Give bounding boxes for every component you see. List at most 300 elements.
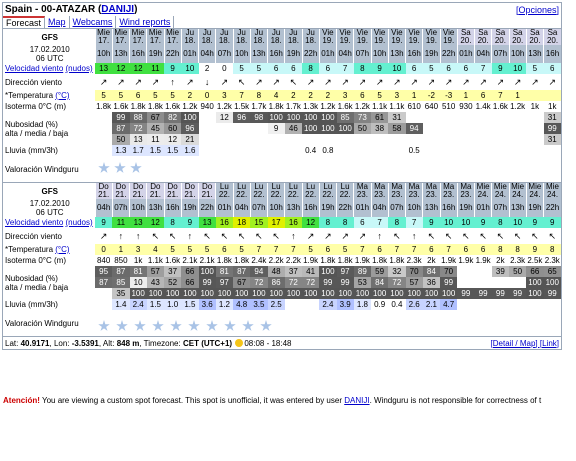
wind-direction-arrow-icon: ↗ xyxy=(548,76,557,87)
cloud-high-cell: 85 xyxy=(337,112,354,123)
cloud-mid-cell xyxy=(475,277,492,288)
cloud-high-cell: 81 xyxy=(130,266,147,277)
temp-cell: 7 xyxy=(233,90,250,101)
wind-direction-arrow-icon: ↖ xyxy=(272,230,280,241)
cloud-mid-cell: 87 xyxy=(112,123,129,134)
day-cell: Ju 18. xyxy=(302,29,319,45)
cloud-label: Nubosidad (%) alta / media / baja xyxy=(3,266,95,299)
cloud-mid-cell: 96 xyxy=(181,123,198,134)
cloud-high-cell: 59 xyxy=(371,266,388,277)
rain-cell xyxy=(492,145,509,156)
day-cell: Lu 22. xyxy=(216,183,233,199)
cloud-mid-cell: 99 xyxy=(319,277,336,288)
iso-cell: 2.3k xyxy=(510,256,526,265)
cloud-mid-cell xyxy=(250,123,267,134)
cloud-low-cell: 99 xyxy=(544,288,562,299)
iso-cell: 1.8k xyxy=(320,256,336,265)
day-cell: Ju 18. xyxy=(233,29,250,45)
wind-cell: 11 xyxy=(112,217,129,228)
hour-cell: 22h xyxy=(302,45,319,63)
iso-cell: 1.8k xyxy=(389,256,405,265)
cloud-mid-cell: 72 xyxy=(388,277,405,288)
iso-cell: 2.3k xyxy=(406,256,422,265)
rain-cell xyxy=(354,145,371,156)
iso-cell: 1.1k xyxy=(147,256,163,265)
day-cell: Vie 19. xyxy=(371,29,388,45)
rain-cell xyxy=(233,145,250,156)
cloud-mid-cell: 46 xyxy=(285,123,302,134)
cloud-high-cell: 87 xyxy=(112,266,129,277)
wind-direction-arrow-icon: ↖ xyxy=(220,230,229,241)
rain-cell xyxy=(492,299,509,310)
iso-cell: 1.8k xyxy=(268,102,284,111)
cloud-high-cell: 100 xyxy=(303,113,318,122)
wind-speed-link[interactable]: Velocidad viento xyxy=(5,218,64,227)
hour-cell: 16h xyxy=(130,45,147,63)
hour-cell: 19h xyxy=(181,199,198,217)
cloud-mid-cell xyxy=(199,123,216,134)
rain-cell: 1.4 xyxy=(112,299,129,310)
wind-cell: 10 xyxy=(457,217,474,228)
cloud-low-cell: 35 xyxy=(112,288,129,299)
temp-cell: 5 xyxy=(164,244,181,255)
wind-direction-arrow-icon: ↗ xyxy=(496,76,505,87)
iso-cell: 1.2k xyxy=(182,102,198,111)
star-icon xyxy=(170,320,182,332)
wind-direction-arrow-icon: ↗ xyxy=(427,76,436,87)
iso-cell: 1.7k xyxy=(251,102,267,111)
iso-cell: 1.8k xyxy=(130,102,146,111)
iso-cell: 850 xyxy=(114,256,128,265)
day-cell: Ju 18. xyxy=(199,29,216,45)
wind-cell: 18 xyxy=(233,217,250,228)
day-cell: Sa 20. xyxy=(526,29,543,45)
run-label: 17.02.2010 06 UTC xyxy=(3,45,95,63)
rain-cell: 3.5 xyxy=(250,299,267,310)
temp-cell: 5 xyxy=(337,244,354,255)
cloud-mid-cell xyxy=(457,123,474,134)
wind-cell: 17 xyxy=(268,217,285,228)
temp-cell: 2 xyxy=(285,90,302,101)
wind-direction-arrow-icon: ↗ xyxy=(324,76,332,87)
wind-direction-arrow-icon: ↗ xyxy=(462,76,470,87)
cloud-low-cell xyxy=(457,134,474,145)
rain-cell xyxy=(337,145,354,156)
iso-cell: 1.8k xyxy=(234,256,250,265)
cloud-low-cell xyxy=(95,288,112,299)
wind-cell: 7 xyxy=(406,217,423,228)
rain-cell: 1.7 xyxy=(130,145,147,156)
hour-cell: 16h xyxy=(268,45,285,63)
cloud-low-cell xyxy=(492,134,509,145)
day-cell: Do 21. xyxy=(130,183,147,199)
rain-cell xyxy=(388,145,405,156)
rain-cell: 2.6 xyxy=(406,299,423,310)
cloud-low-cell xyxy=(406,134,423,145)
wind-speed-link[interactable]: Velocidad viento xyxy=(5,64,64,73)
hour-cell: 10h xyxy=(371,45,388,63)
hour-cell: 22h xyxy=(164,45,181,63)
iso-cell: 1.6k xyxy=(165,256,181,265)
cloud-mid-cell: 100 xyxy=(303,124,318,133)
wind-cell: 7 xyxy=(337,63,354,74)
day-cell: Do 21. xyxy=(181,183,198,199)
iso-cell: 1.8k xyxy=(96,102,112,111)
day-cell: Vie 19. xyxy=(354,29,371,45)
cloud-mid-cell: 53 xyxy=(354,277,371,288)
cloud-low-cell: 99 xyxy=(509,288,526,299)
wind-direction-arrow-icon: ↖ xyxy=(479,230,487,241)
temp-cell: 7 xyxy=(354,244,371,255)
cloud-low-cell: 100 xyxy=(148,289,163,298)
wind-cell: 6 xyxy=(440,63,457,74)
rain-cell: 2.4 xyxy=(319,299,336,310)
iso-cell: 1.8k xyxy=(372,256,388,265)
hour-cell: 01h xyxy=(216,199,233,217)
rain-cell: 1.8 xyxy=(354,299,371,310)
hour-cell: 01h xyxy=(475,199,492,217)
dir-label: Dirección viento xyxy=(3,228,95,244)
temp-cell: 9 xyxy=(526,244,543,255)
wind-cell: 9 xyxy=(164,63,181,74)
wind-direction-arrow-icon: ↖ xyxy=(444,230,453,241)
cloud-low-cell: 100 xyxy=(252,289,266,298)
star-icon xyxy=(224,320,236,332)
temp-cell: 5 xyxy=(199,244,216,255)
cloud-low-cell: 50 xyxy=(112,134,129,145)
star-icon xyxy=(134,320,146,332)
day-cell: Do 21. xyxy=(95,183,112,199)
wind-cell: 12 xyxy=(130,63,147,74)
day-cell: Ju 18. xyxy=(250,29,267,45)
tab-wind-reports[interactable]: Wind reports xyxy=(116,16,174,28)
star-icon xyxy=(188,320,200,332)
iso-cell: 1.9k xyxy=(458,256,474,265)
cloud-high-cell: 100 xyxy=(269,113,283,122)
day-cell: Ju 18. xyxy=(181,29,198,45)
wind-direction-arrow-icon: ↗ xyxy=(341,76,349,87)
temp-cell: 1 xyxy=(406,90,423,101)
cloud-low-cell: 100 xyxy=(269,289,283,298)
day-cell: Mie 24. xyxy=(526,183,543,199)
cloud-high-cell xyxy=(95,112,112,123)
iso-cell: 2k xyxy=(427,256,436,265)
wind-cell: 2 xyxy=(199,63,216,74)
wind-direction-arrow-icon: ↗ xyxy=(324,230,332,241)
hour-cell: 04h xyxy=(199,45,216,63)
temp-cell: 5 xyxy=(302,244,319,255)
rain-cell xyxy=(457,299,474,310)
day-cell: Lu 22. xyxy=(268,183,285,199)
cloud-low-cell: 100 xyxy=(131,289,145,298)
cloud-mid-cell: 100 xyxy=(528,278,542,287)
day-cell: Ju 18. xyxy=(285,29,302,45)
cloud-low-cell xyxy=(526,134,543,145)
iso-cell: 1.6k xyxy=(113,102,129,111)
cloud-high-cell xyxy=(406,112,423,123)
cloud-mid-cell xyxy=(423,123,440,134)
temp-cell: 5 xyxy=(371,90,388,101)
cloud-mid-cell: 87 xyxy=(95,277,112,288)
cloud-high-cell: 82 xyxy=(164,112,181,123)
wind-direction-arrow-icon: ↗ xyxy=(410,76,418,87)
cloud-mid-cell: 57 xyxy=(406,277,423,288)
hour-cell: 16h xyxy=(544,45,562,63)
cloud-low-cell: 100 xyxy=(390,289,404,298)
wind-cell: 5 xyxy=(250,63,267,74)
wind-unit-link[interactable]: (nudos) xyxy=(65,64,93,73)
cloud-low-cell xyxy=(440,134,457,145)
hour-cell: 13h xyxy=(147,199,164,217)
run-label: 17.02.2010 06 UTC xyxy=(3,199,95,217)
wind-direction-arrow-icon: ↖ xyxy=(255,230,263,241)
iso-cell: 1.8k xyxy=(147,102,163,111)
temp-unit-link[interactable]: (°C) xyxy=(55,91,70,100)
rain-cell xyxy=(199,145,216,156)
hour-cell: 07h xyxy=(388,199,405,217)
star-icon xyxy=(130,162,142,174)
day-cell: Lu 22. xyxy=(319,183,336,199)
star-icon xyxy=(114,162,126,174)
cloud-mid-cell: 67 xyxy=(233,277,250,288)
temp-cell: 0 xyxy=(95,244,112,255)
iso-cell: 1.8k xyxy=(216,256,232,265)
cloud-high-cell: 73 xyxy=(354,112,371,123)
tab-forecast[interactable]: Forecast xyxy=(3,16,45,28)
cloud-low-cell xyxy=(423,134,440,145)
wind-direction-arrow-icon: ↖ xyxy=(496,230,505,241)
iso-cell: 2.1k xyxy=(182,256,198,265)
rain-cell: 1.2 xyxy=(216,299,233,310)
iso-cell: 1.1k xyxy=(389,102,405,111)
wind-cell: 8 xyxy=(492,217,509,228)
spot-title: Spain - 00-ATAZAR (DANIJI) xyxy=(5,4,138,15)
hour-cell: 10h xyxy=(509,45,526,63)
rain-cell xyxy=(250,145,267,156)
wind-label xyxy=(3,217,95,228)
attention-user-link[interactable]: DANIJI xyxy=(344,396,370,405)
day-cell: Ma 23. xyxy=(406,183,423,199)
hour-cell: 10h xyxy=(268,199,285,217)
cloud-high-cell: 99 xyxy=(112,112,129,123)
wind-direction-arrow-icon: ↖ xyxy=(237,76,246,87)
day-cell: Sa 20. xyxy=(544,29,562,45)
cloud-low-cell: 100 xyxy=(234,289,249,298)
hour-cell: 04h xyxy=(475,45,492,63)
wind-cell: 5 xyxy=(423,63,440,74)
temp-cell: 8 xyxy=(250,90,267,101)
rain-cell: 0.4 xyxy=(388,299,405,310)
temp-cell: 8 xyxy=(492,244,509,255)
wind-cell: 6 xyxy=(457,63,474,74)
rain-cell: 0.4 xyxy=(302,145,319,156)
cloud-low-cell xyxy=(95,134,112,145)
cloud-mid-cell: 50 xyxy=(354,123,371,134)
cloud-mid-cell: 72 xyxy=(130,123,147,134)
tab-map[interactable]: Map xyxy=(45,16,70,28)
attention-notice: Atención! You are viewing a custom spot forecast. This spot is unofficial, it was entered by user DANIJI. Windguru is not responsible for correctness of t xyxy=(3,396,542,405)
model-label: GFS xyxy=(3,29,95,45)
cloud-low-cell: 99 xyxy=(492,288,509,299)
cloud-high-cell: 81 xyxy=(216,266,233,277)
cloud-mid-cell: 97 xyxy=(216,277,233,288)
temp-cell: 2 xyxy=(181,90,198,101)
star-icon xyxy=(260,320,272,332)
day-cell: Ma 23. xyxy=(388,183,405,199)
wind-direction-arrow-icon: ↑ xyxy=(411,230,417,241)
temp-cell: 5 xyxy=(233,244,250,255)
cloud-mid-cell xyxy=(492,123,509,134)
wind-direction-arrow-icon: ↖ xyxy=(427,230,436,241)
cloud-high-cell: 94 xyxy=(250,266,267,277)
star-icon xyxy=(242,320,254,332)
iso-cell: 1.6k xyxy=(337,102,353,111)
wind-cell: 6 xyxy=(319,63,336,74)
rain-label: Lluvia (mm/3h) xyxy=(3,145,95,156)
hour-cell: 22h xyxy=(337,199,354,217)
hour-cell: 16h xyxy=(440,199,457,217)
wind-cell: 7 xyxy=(371,217,388,228)
cloud-low-cell xyxy=(216,134,233,145)
rain-cell xyxy=(302,299,319,310)
temp-unit-link[interactable]: (°C) xyxy=(55,245,70,254)
cloud-high-cell: 37 xyxy=(164,266,181,277)
cloud-mid-cell: 84 xyxy=(371,277,388,288)
cloud-mid-cell: 99 xyxy=(544,123,562,134)
iso-cell: 930 xyxy=(459,102,473,111)
temp-cell: 5 xyxy=(147,90,164,101)
cloud-high-cell xyxy=(440,112,457,123)
rain-cell xyxy=(423,145,440,156)
rain-cell: 1.6 xyxy=(181,145,198,156)
wind-direction-arrow-icon: ↑ xyxy=(291,230,296,241)
temp-cell: 3 xyxy=(130,244,147,255)
hour-cell: 07h xyxy=(216,45,233,63)
detail-map-link[interactable]: [Detail / Map] [Link] xyxy=(490,338,559,348)
hour-cell: 22h xyxy=(440,45,457,63)
day-cell: Lu 22. xyxy=(250,183,267,199)
iso-cell: 1.2k xyxy=(354,102,370,111)
wind-unit-link[interactable]: (nudos) xyxy=(65,218,93,227)
forecast-table-1 xyxy=(3,29,561,182)
rain-cell xyxy=(475,299,492,310)
wind-cell: 10 xyxy=(388,63,405,74)
wind-direction-arrow-icon: ↖ xyxy=(513,230,522,241)
cloud-low-cell: 99 xyxy=(457,288,474,299)
hour-cell: 13h xyxy=(509,199,526,217)
wind-direction-arrow-icon: ↗ xyxy=(531,76,539,87)
wind-direction-arrow-icon: ↖ xyxy=(393,230,401,241)
rating-label: Valoración Windguru xyxy=(3,310,95,336)
day-cell: Ma 23. xyxy=(440,183,457,199)
hour-cell: 07h xyxy=(112,199,129,217)
hour-cell: 16h xyxy=(164,199,181,217)
wind-direction-arrow-icon: ↗ xyxy=(186,76,194,87)
cloud-mid-cell: 43 xyxy=(147,277,164,288)
temp-cell: 1 xyxy=(457,90,474,101)
temp-label: *Temperatura (°C) xyxy=(3,244,95,255)
day-cell: Lu 22. xyxy=(233,183,250,199)
wind-cell: 8 xyxy=(302,63,319,74)
cloud-mid-cell xyxy=(95,123,112,134)
cloud-low-cell xyxy=(319,134,336,145)
rain-cell: 0.9 xyxy=(371,299,388,310)
temp-cell: 5 xyxy=(181,244,198,255)
rain-cell xyxy=(285,299,302,310)
iso-cell: 640 xyxy=(424,102,439,111)
wind-direction-arrow-icon: ↗ xyxy=(220,76,229,87)
wind-direction-arrow-icon: ↓ xyxy=(204,76,210,87)
wind-direction-arrow-icon: ↖ xyxy=(289,76,298,87)
iso-cell: 2.1k xyxy=(199,256,215,265)
cloud-high-cell xyxy=(475,112,492,123)
cloud-low-cell: 100 xyxy=(338,289,352,298)
rain-cell: 1.5 xyxy=(147,299,164,310)
wind-cell: 6 xyxy=(354,217,371,228)
wind-direction-arrow-icon: ↗ xyxy=(134,76,142,87)
temp-cell: 6 xyxy=(475,244,492,255)
temp-cell: 6 xyxy=(130,90,147,101)
iso-label: Isoterma 0°C (m) xyxy=(3,255,95,266)
cloud-mid-cell xyxy=(509,277,526,288)
temp-cell: 7 xyxy=(440,244,457,255)
cloud-mid-cell xyxy=(509,123,526,134)
wind-direction-arrow-icon: ↑ xyxy=(135,230,141,241)
rain-cell xyxy=(285,145,302,156)
tab-webcams[interactable]: Webcams xyxy=(70,16,117,28)
cloud-low-cell xyxy=(337,134,354,145)
hour-cell: 07h xyxy=(250,199,267,217)
cloud-mid-cell: 58 xyxy=(388,123,405,134)
cloud-high-cell xyxy=(475,266,492,277)
options-link[interactable]: [Opciones] xyxy=(515,4,559,15)
cloud-high-cell: 41 xyxy=(302,266,319,277)
rain-cell: 1.3 xyxy=(112,145,129,156)
temp-cell xyxy=(526,90,543,101)
wind-direction-arrow-icon: ↖ xyxy=(203,230,211,241)
temp-cell: 2 xyxy=(319,90,336,101)
iso-cell: 2.4k xyxy=(251,256,267,265)
temp-cell: 3 xyxy=(337,90,354,101)
star-icon xyxy=(206,320,218,332)
cloud-mid-cell: 72 xyxy=(302,277,319,288)
temp-cell: 6 xyxy=(475,90,492,101)
user-link[interactable]: DANIJI xyxy=(101,4,135,15)
temp-cell: 7 xyxy=(268,244,285,255)
hour-cell: 07h xyxy=(492,199,509,217)
rain-cell xyxy=(95,145,112,156)
day-cell: Vie 19. xyxy=(440,29,457,45)
hour-cell: 13h xyxy=(526,45,543,63)
wind-cell: 11 xyxy=(147,63,164,74)
wind-cell: 10 xyxy=(440,217,457,228)
wind-cell: 9 xyxy=(371,63,388,74)
day-cell: Do 21. xyxy=(164,183,181,199)
wind-cell: 9 xyxy=(544,217,562,228)
cloud-mid-cell xyxy=(440,123,457,134)
day-cell: Mie 17. xyxy=(95,29,112,45)
rain-cell: 0.8 xyxy=(319,145,336,156)
cloud-high-cell: 31 xyxy=(544,112,562,123)
wind-cell: 8 xyxy=(164,217,181,228)
forecast-block-1 xyxy=(2,29,562,183)
iso-cell: 2.2k xyxy=(285,256,301,265)
wind-cell: 9 xyxy=(492,63,509,74)
forecast-block-2 xyxy=(2,183,562,337)
rain-cell xyxy=(544,299,562,310)
wind-direction-arrow-icon: ↗ xyxy=(393,76,401,87)
cloud-low-cell: 12 xyxy=(164,134,181,145)
